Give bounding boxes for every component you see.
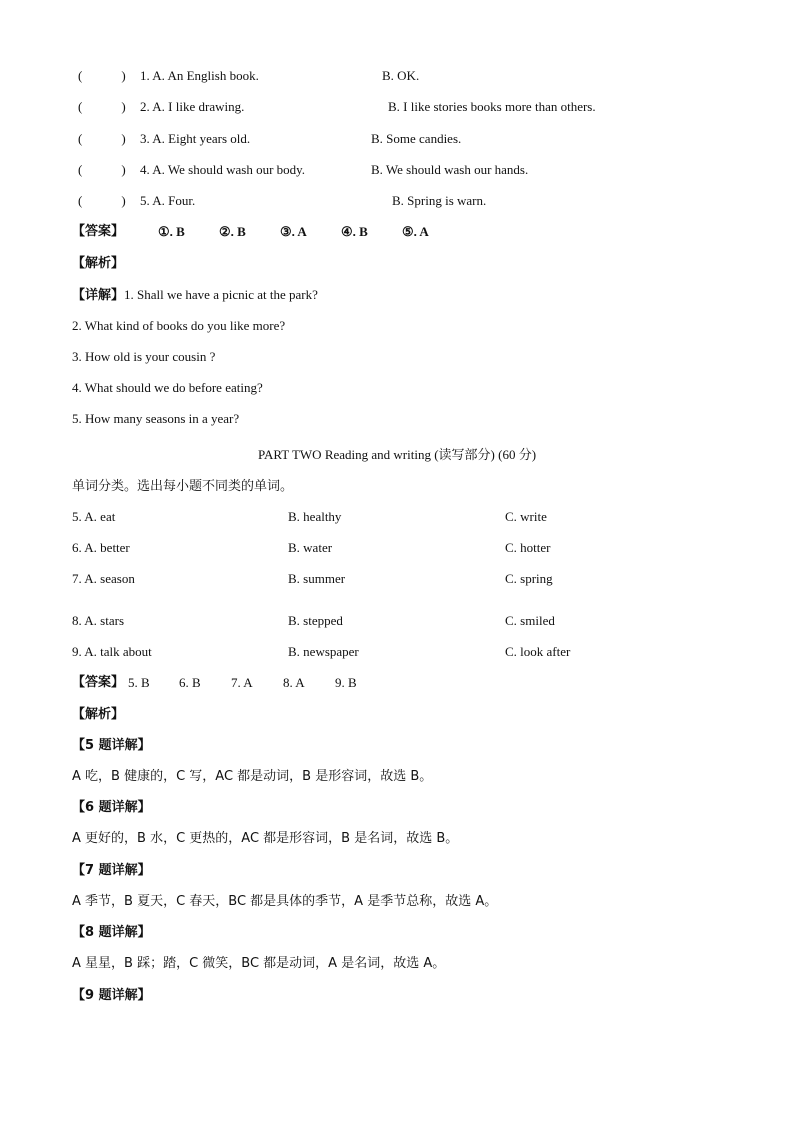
answer-item: 5. B (128, 675, 150, 690)
answer-paren: ( ) (78, 131, 126, 146)
option-c: C. spring (505, 571, 553, 586)
answer-item: ③. A (280, 224, 307, 239)
option-c: C. look after (505, 644, 571, 659)
answer-item: 8. A (283, 675, 305, 690)
option-a: 3. A. Eight years old. (140, 131, 251, 146)
option-a: 9. A. talk about (72, 644, 152, 659)
detail-text: 1. Shall we have a picnic at the park? (124, 287, 318, 302)
answer-label: 【答案】 (72, 675, 125, 690)
option-b: B. OK. (382, 68, 420, 83)
explanation-title: 【7 题详解】 (72, 863, 151, 878)
option-b: B. water (288, 540, 333, 555)
explanation-title: 【8 题详解】 (72, 925, 151, 940)
answer-paren: ( ) (78, 193, 126, 208)
analysis-label: 【解析】 (72, 256, 125, 271)
detail-line (72, 287, 318, 304)
option-b: B. I like stories books more than others. (388, 99, 596, 114)
option-b: B. Some candies. (371, 131, 462, 146)
option-a: 2. A. I like drawing. (140, 99, 245, 114)
option-c: C. smiled (505, 613, 555, 628)
detail-label: 【详解】 (72, 288, 125, 303)
explanation-title: 【6 题详解】 (72, 800, 151, 815)
option-a: 5. A. Four. (140, 193, 196, 208)
option-a: 1. A. An English book. (140, 68, 259, 83)
option-a: 7. A. season (72, 571, 135, 586)
explanation-title: 【9 题详解】 (72, 988, 151, 1003)
option-a: 8. A. stars (72, 613, 124, 628)
explanation-text: A 更好的，B 水，C 更热的，AC 都是形容词，B 是名词，故选 B。 (72, 831, 459, 846)
option-a: 4. A. We should wash our body. (140, 162, 306, 177)
answer-label: 【答案】 (72, 224, 125, 239)
answer-item: ⑤. A (402, 224, 429, 239)
explanation-text: A 季节，B 夏天，C 春天，BC 都是具体的季节，A 是季节总称，故选 A。 (72, 894, 498, 909)
option-b: B. summer (288, 571, 346, 586)
detail-line: 4. What should we do before eating? (72, 380, 263, 395)
section-title: PART TWO Reading and writing (读写部分) (60 分) (257, 447, 537, 462)
answer-item: 6. B (179, 675, 201, 690)
instruction: 单词分类。选出每小题不同类的单词。 (72, 479, 294, 494)
analysis-label: 【解析】 (72, 707, 125, 722)
option-b: B. newspaper (288, 644, 359, 659)
option-a: 5. A. eat (72, 509, 116, 524)
detail-line: 2. What kind of books do you like more? (72, 318, 286, 333)
detail-line: 5. How many seasons in a year? (72, 411, 240, 426)
answer-paren: ( ) (78, 162, 126, 177)
answer-item: ②. B (219, 224, 246, 239)
option-b: B. stepped (288, 613, 343, 628)
answer-paren: ( ) (78, 99, 126, 114)
answer-item: 7. A (231, 675, 253, 690)
explanation-title: 【5 题详解】 (72, 738, 151, 753)
option-b: B. healthy (288, 509, 342, 524)
option-a: 6. A. better (72, 540, 130, 555)
answer-item: ①. B (158, 224, 185, 239)
option-b: B. Spring is warn. (392, 193, 487, 208)
explanation-text: A 吃，B 健康的，C 写，AC 都是动词，B 是形容词，故选 B。 (72, 769, 433, 784)
option-c: C. write (505, 509, 547, 524)
option-b: B. We should wash our hands. (371, 162, 529, 177)
option-c: C. hotter (505, 540, 551, 555)
explanation-text: A 星星，B 踩；踏，C 微笑，BC 都是动词，A 是名词，故选 A。 (72, 956, 446, 971)
answer-item: 9. B (335, 675, 357, 690)
detail-line: 3. How old is your cousin ? (72, 349, 216, 364)
answer-item: ④. B (341, 224, 368, 239)
answer-paren: ( ) (78, 68, 126, 83)
